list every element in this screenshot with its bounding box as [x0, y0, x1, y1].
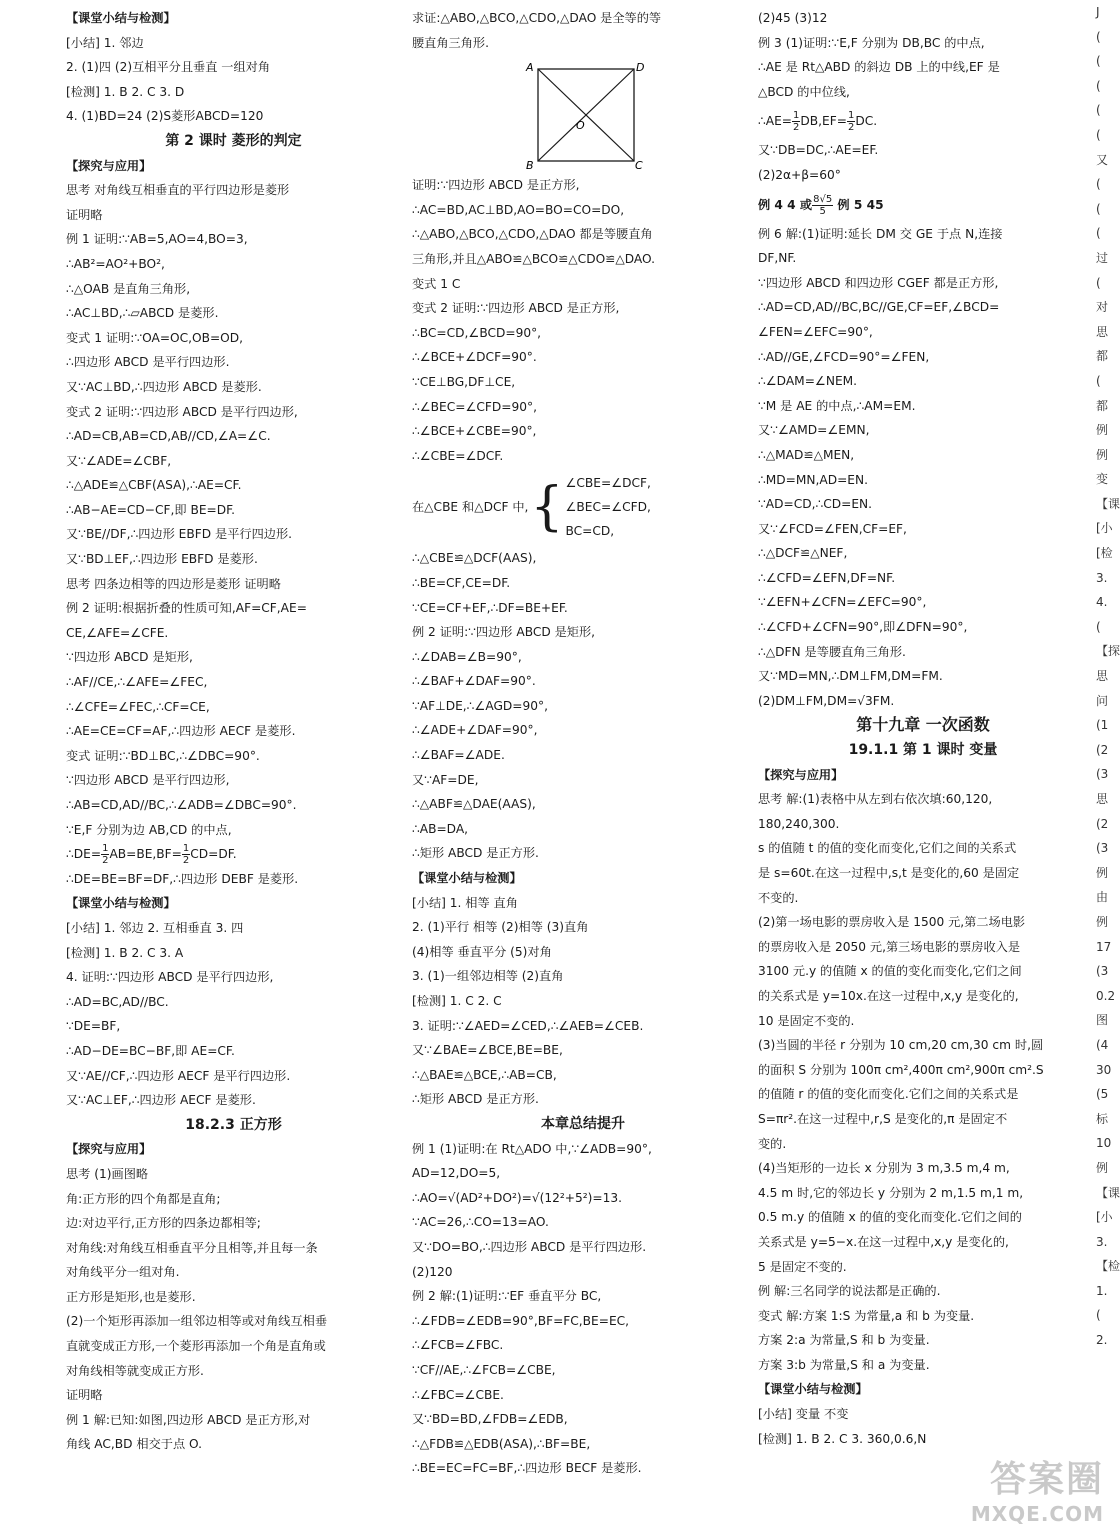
text-line: ∴∠BCE+∠CBE=90°, — [412, 424, 537, 439]
text-line: ∴∠DAB=∠B=90°, — [412, 649, 522, 664]
text-line: ∴AD//GE,∠FCD=90°=∠FEN, — [758, 349, 930, 364]
text-line: 第 2 课时 菱形的判定 — [165, 132, 302, 149]
text-line: (4)当矩形的一边长 x 分别为 3 m,3.5 m,4 m, — [758, 1161, 1010, 1176]
text-line: 0.5 m.y 的值随 x 的值的变化而变化.它们之间的 — [758, 1210, 1022, 1225]
text-line: ∴AD=CD,AD//BC,BC//GE,CF=EF,∠BCD= — [758, 300, 1000, 315]
text-line: [检测] 1. B 2. C 3. A — [66, 945, 184, 960]
col2-block-b — [412, 173, 754, 468]
strip-char: 标 — [1096, 1111, 1109, 1126]
strip-char: 3. — [1096, 570, 1108, 585]
strip-char: 都 — [1096, 398, 1109, 413]
text-line: ∴∠ADE+∠DAF=90°, — [412, 723, 538, 738]
strip-char: ( — [1096, 619, 1101, 634]
strip-char: ( — [1096, 29, 1101, 44]
text-line: 的值随 r 的值的变化而变化.它们之间的关系式是 — [758, 1087, 1019, 1102]
chapter-title: 第十九章 一次函数 — [856, 715, 990, 735]
text-line: 又∵MD=MN,∴DM⊥FM,DM=FM. — [758, 669, 943, 684]
text-line: 4. 证明:∵四边形 ABCD 是平行四边形, — [66, 970, 274, 985]
text-line: 直就变成正方形,一个菱形再添加一个角是直角或 — [66, 1339, 326, 1354]
col1-block-b — [66, 867, 401, 1457]
text-line: 方案 2:a 为常量,S 和 b 为变量. — [758, 1333, 930, 1348]
text-line: ∴△ABO,△BCO,△CDO,△DAO 都是等腰直角 — [412, 227, 653, 242]
col3-block-c — [758, 222, 1088, 714]
strip-char: [小 — [1096, 1210, 1113, 1225]
strip-char: 4. — [1096, 595, 1108, 610]
text-line: ∴四边形 ABCD 是平行四边形. — [66, 355, 230, 370]
text-line: (2)第一场电影的票房收入是 1500 元,第二场电影 — [758, 915, 1026, 930]
strip-char: ( — [1096, 78, 1101, 93]
text-line: 例 2 解:(1)证明:∵EF 垂直平分 BC, — [412, 1289, 602, 1304]
text-line: s 的值随 t 的值的变化而变化,它们之间的关系式 — [758, 841, 1017, 856]
cropped-next-column — [1096, 0, 1120, 1536]
text-line: 又∵BD⊥EF,∴四边形 EBFD 是菱形. — [66, 552, 258, 567]
strip-char: 30 — [1096, 1062, 1112, 1077]
strip-char: ( — [1096, 103, 1101, 118]
text-line: 角:正方形的四个角都是直角; — [66, 1191, 221, 1206]
text-line: 腰直角三角形. — [412, 35, 489, 50]
strip-char: [检 — [1096, 546, 1113, 561]
strip-char: 例 — [1096, 1160, 1109, 1175]
strip-char: 例 — [1096, 423, 1109, 438]
col1-block-a — [66, 6, 401, 842]
text-line: 又∵∠FCD=∠FEN,CF=EF, — [758, 521, 907, 536]
text-line: 2. (1)四 (2)互相平分且垂直 一组对角 — [66, 60, 271, 75]
text-line: 5 是固定不变的. — [758, 1259, 847, 1274]
fraction-one-half-2: $\frac{1}{2}$ — [182, 843, 190, 867]
text-line: [小结] 1. 邻边 2. 互相垂直 3. 四 — [66, 920, 244, 935]
text-line: ∵四边形 ABCD 是矩形, — [66, 650, 193, 665]
text-line: ∴∠FBC=∠CBE. — [412, 1387, 504, 1402]
strip-char: 问 — [1096, 693, 1109, 708]
strip-char: 图 — [1096, 1013, 1109, 1028]
text-line: 的面积 S 分别为 100π cm²,400π cm²,900π cm².S — [758, 1062, 1044, 1077]
text-line: ∴∠BAF+∠DAF=90°. — [412, 674, 536, 689]
text-line: 不变的. — [758, 890, 799, 905]
text-line: 关系式是 y=5−x.在这一过程中,x,y 是变化的, — [758, 1234, 1009, 1249]
text-line: [检测] 1. C 2. C — [412, 994, 502, 1008]
text-line: ∴△BAE≌△BCE,∴AB=CB, — [412, 1067, 557, 1082]
strip-char: ( — [1096, 226, 1101, 241]
strip-char: [小 — [1096, 521, 1113, 536]
text-line: ∴△MAD≌△MEN, — [758, 447, 855, 462]
left-brace: { — [530, 477, 564, 538]
text-line: ∵M 是 AE 的中点,∴AM=EM. — [758, 398, 916, 413]
text-line: ∴△DFN 是等腰直角三角形. — [758, 644, 906, 659]
text-line: 是 s=60t.在这一过程中,s,t 是变化的,60 是固定 — [758, 866, 1020, 880]
section-title: 19.1.1 第 1 课时 变量 — [848, 742, 998, 759]
strip-char: ( — [1096, 275, 1101, 290]
strip-char: (5 — [1096, 1087, 1109, 1102]
text-line: 【课堂小结与检测】 — [412, 871, 522, 886]
strip-char: 例 — [1096, 865, 1109, 880]
text-line: (2)DM⊥FM,DM=√3FM. — [758, 693, 895, 708]
text-line: ∴矩形 ABCD 是正方形. — [412, 846, 539, 861]
col3-block-a — [758, 6, 1088, 104]
text-line: ∵AD=CD,∴CD=EN. — [758, 497, 873, 512]
text-line: 【课堂小结与检测】 — [66, 896, 176, 911]
text-line: 证明:∵四边形 ABCD 是正方形, — [412, 178, 580, 193]
text-line: ∵E,F 分别为边 AB,CD 的中点, — [66, 822, 232, 837]
strip-char: ( — [1096, 177, 1101, 192]
text-line: DF,NF. — [758, 251, 797, 266]
strip-char: (4 — [1096, 1037, 1109, 1052]
text-line: ∴AB=DA, — [412, 821, 469, 836]
strip-char: 思 — [1096, 792, 1109, 806]
strip-char: 例 — [1096, 447, 1109, 462]
text-line: 又∵∠ADE=∠CBF, — [66, 453, 172, 468]
text-line: 思考 解:(1)表格中从左到右依次填:60,120, — [758, 792, 993, 807]
text-line: ∴△FDB≌△EDB(ASA),∴BF=BE, — [412, 1436, 591, 1451]
text-line: 对角线相等就变成正方形. — [66, 1363, 204, 1378]
strip-char: ( — [1096, 54, 1101, 69]
text-line: ∴AB²=AO²+BO², — [66, 256, 165, 271]
text-line: 边:对边平行,正方形的四条边都相等; — [66, 1216, 261, 1231]
label-d: D — [636, 61, 645, 75]
strip-char: 思 — [1096, 669, 1109, 684]
text-line: (2)120 — [412, 1264, 453, 1279]
text-line: ∴AB−AE=CD−CF,即 BE=DF. — [66, 502, 236, 517]
text-line: ∵AF⊥DE,∴∠AGD=90°, — [412, 698, 548, 713]
text-line: ∵AC=26,∴CO=13=AO. — [412, 1215, 549, 1230]
text-line: 又∵BD=BD,∠FDB=∠EDB, — [412, 1412, 568, 1427]
text-line: 正方形是矩形,也是菱形. — [66, 1289, 196, 1304]
text-line: ∴△ABF≌△DAE(AAS), — [412, 797, 536, 812]
col2-block-c — [412, 546, 754, 1481]
strip-char: 都 — [1096, 349, 1109, 364]
text-line: (2)一个矩形再添加一组邻边相等或对角线互相垂 — [66, 1314, 328, 1329]
col3-block-d — [758, 763, 1088, 1452]
strip-char: 思 — [1096, 324, 1109, 339]
watermark-url: MXQE.COM — [970, 1502, 1104, 1526]
text-line: [小结] 1. 邻边 — [66, 35, 144, 50]
text-line: ∴矩形 ABCD 是正方形. — [412, 1092, 539, 1107]
text-line: ∴∠BAF=∠ADE. — [412, 748, 505, 763]
text-line: 变式 解:方案 1:S 为常量,a 和 b 为变量. — [758, 1308, 975, 1323]
text-line: ∴AB=CD,AD//BC,∴∠ADB=∠DBC=90°. — [66, 798, 297, 812]
strip-char: 1. — [1096, 1283, 1108, 1298]
text-line: 对角线平分一组对角. — [66, 1265, 180, 1280]
column-1 — [66, 6, 401, 1457]
example-4-line: 例 4 4 或 $\frac{8√5}{5}$ 例 5 45 — [758, 193, 884, 217]
text-line: ∴∠BCE+∠DCF=90°. — [412, 350, 537, 365]
text-line: 的关系式是 y=10x.在这一过程中,x,y 是变化的, — [758, 988, 1019, 1003]
strip-char: 例 — [1096, 914, 1109, 929]
text-line: 证明略 — [66, 1388, 103, 1403]
strip-char: (3 — [1096, 767, 1109, 782]
text-line: ∵DE=BF, — [66, 1019, 121, 1034]
text-line: ∵四边形 ABCD 是平行四边形, — [66, 773, 230, 788]
strip-char: ( — [1096, 201, 1101, 216]
strip-char: (3 — [1096, 841, 1109, 856]
text-line: 【课堂小结与检测】 — [758, 1382, 868, 1397]
fraction-half-b: $\frac{1}{2}$ — [847, 110, 855, 134]
label-o: O — [576, 119, 585, 133]
text-line: 又∵∠BAE=∠BCE,BE=BE, — [412, 1043, 563, 1058]
square-figure — [522, 59, 645, 173]
text-line: ∴∠DAM=∠NEM. — [758, 374, 858, 389]
strip-char: ( — [1096, 1308, 1101, 1323]
text-line: 思考 (1)画图略 — [66, 1166, 149, 1181]
text-line: (2)2α+β=60° — [758, 167, 841, 182]
strip-char: 【课 — [1096, 1185, 1120, 1200]
text-line: ∴AC⊥BD,∴▱ABCD 是菱形. — [66, 306, 219, 321]
text-line: 10 是固定不变的. — [758, 1013, 855, 1028]
text-line: (4)相等 垂直平分 (5)对角 — [412, 944, 552, 959]
text-line: 又∵DO=BO,∴四边形 ABCD 是平行四边形. — [412, 1239, 647, 1254]
text-line: 【探究与应用】 — [758, 767, 844, 782]
text-line: 4. (1)BD=24 (2)S菱形ABCD=120 — [66, 109, 264, 124]
text-line: ∴AD−DE=BC−BF,即 AE=CF. — [66, 1043, 235, 1058]
equation-system: 在△CBE 和△DCF 中, { ∠CBE=∠DCF, ∠BEC=∠CFD, BC=CD, — [412, 468, 754, 546]
text-line: ∴△ADE≌△CBF(ASA),∴AE=CF. — [66, 478, 242, 493]
text-line: 本章总结提升 — [541, 1115, 625, 1132]
text-line: 角线 AC,BD 相交于点 O. — [66, 1437, 202, 1452]
text-line: ∴∠FCB=∠FBC. — [412, 1338, 504, 1353]
text-line: ∴AD=BC,AD//BC. — [66, 994, 169, 1009]
text-line: ∴AC=BD,AC⊥BD,AO=BO=CO=DO, — [412, 202, 625, 217]
watermark — [971, 1451, 1104, 1526]
text-line: ∵CE⊥BG,DF⊥CE, — [412, 374, 516, 389]
text-line: 又∵AF=DE, — [412, 772, 479, 787]
text-line: 例 3 (1)证明:∵E,F 分别为 DB,BC 的中点, — [758, 35, 985, 50]
text-line: ∵∠EFN+∠CFN=∠EFC=90°, — [758, 595, 927, 610]
text-line: 又∵∠AMD=∠EMN, — [758, 423, 870, 438]
text-line: 又∵DB=DC,∴AE=EF. — [758, 143, 879, 158]
text-line: 例 6 解:(1)证明:延长 DM 交 GE 于点 N,连接 — [758, 226, 1003, 241]
text-line: [小结] 变量 不变 — [758, 1407, 849, 1422]
text-line: 变式 2 证明:∵四边形 ABCD 是平行四边形, — [66, 404, 298, 419]
text-line: 3. (1)一组邻边相等 (2)直角 — [412, 969, 564, 984]
text-line: 【探究与应用】 — [66, 158, 152, 173]
strip-char: 2. — [1096, 1333, 1108, 1348]
text-line: (2)45 (3)12 — [758, 11, 828, 25]
text-line: AD=12,DO=5, — [412, 1166, 501, 1181]
text-line: 例 1 证明:∵AB=5,AO=4,BO=3, — [66, 232, 248, 247]
strip-char: 又 — [1096, 152, 1109, 167]
text-line: 例 1 (1)证明:在 Rt△ADO 中,∵∠ADB=90°, — [412, 1141, 652, 1156]
strip-char: 由 — [1096, 890, 1109, 905]
column-3 — [758, 6, 1088, 1451]
text-line: 对角线:对角线互相垂直平分且相等,并且每一条 — [66, 1240, 318, 1255]
fraction-8root5-over-5: $\frac{8√5}{5}$ — [813, 193, 833, 217]
column-2 — [412, 6, 754, 1481]
text-line: ∵四边形 ABCD 和四边形 CGEF 都是正方形, — [758, 275, 999, 290]
text-line: ∴AD=CB,AB=CD,AB//CD,∠A=∠C. — [66, 429, 271, 444]
strip-char: 【检 — [1096, 1259, 1120, 1274]
text-line: (3)当圆的半径 r 分别为 10 cm,20 cm,30 cm 时,圆 — [758, 1038, 1044, 1053]
text-line: ∴△DCF≌△NEF, — [758, 546, 848, 561]
text-line: ∴AF//CE,∴∠AFE=∠FEC, — [66, 675, 208, 690]
text-line: 又∵AC⊥BD,∴四边形 ABCD 是菱形. — [66, 379, 262, 394]
text-line: [检测] 1. B 2. C 3. 360,0.6,N — [758, 1431, 927, 1446]
text-line: ∴∠CFD=∠EFN,DF=NF. — [758, 570, 896, 585]
strip-char: 过 — [1096, 250, 1109, 265]
text-line: ∴△OAB 是直角三角形, — [66, 281, 191, 296]
strip-char: 17 — [1096, 939, 1112, 954]
strip-char: 3. — [1096, 1234, 1108, 1249]
text-line: 证明略 — [66, 207, 103, 222]
text-line: 又∵AE//CF,∴四边形 AECF 是平行四边形. — [66, 1068, 291, 1083]
text-line: △BCD 的中位线, — [758, 84, 850, 99]
square-diagram — [412, 55, 754, 173]
strip-char: 【课 — [1096, 496, 1120, 511]
text-line: [小结] 1. 相等 直角 — [412, 895, 518, 910]
midpoint-fraction-line: ∴DE= $\frac{1}{2}$ AB=BE,BF= $\frac{1}{2}$ CD=DF. — [66, 843, 237, 867]
text-line: 三角形,并且△ABO≌△BCO≌△CDO≌△DAO. — [412, 251, 656, 266]
text-line: 【探究与应用】 — [66, 1142, 152, 1157]
fraction-one-half: $\frac{1}{2}$ — [102, 843, 109, 867]
text-line: ∴∠CFE=∠FEC,∴CF=CE, — [66, 699, 210, 714]
text-line: ∵CF//AE,∴∠FCB=∠CBE, — [412, 1362, 556, 1377]
text-line: ∴AO=√(AD²+DO²)=√(12²+5²)=13. — [412, 1190, 622, 1205]
text-line: 思考 对角线互相垂直的平行四边形是菱形 — [66, 183, 290, 198]
text-line: ∴∠FDB=∠EDB=90°,BF=FC,BE=EC, — [412, 1313, 630, 1328]
label-c: C — [635, 159, 643, 173]
text-line: 求证:△ABO,△BCO,△CDO,△DAO 是全等的等 — [412, 11, 662, 25]
system-lines: ∠CBE=∠DCF, ∠BEC=∠CFD, BC=CD, — [565, 476, 651, 539]
strip-char: 对 — [1096, 300, 1109, 315]
text-line: S=πr².在这一过程中,r,S 是变化的,π 是固定不 — [758, 1111, 1008, 1126]
text-line: 180,240,300. — [758, 816, 840, 831]
text-line: 例 解:三名同学的说法都是正确的. — [758, 1284, 941, 1299]
text-line: ∴BE=CF,CE=DF. — [412, 575, 511, 590]
ae-ef-fraction-line: ∴AE= $\frac{1}{2}$ DB,EF= $\frac{1}{2}$ DC. — [758, 110, 878, 134]
text-line: 4.5 m 时,它的邻边长 y 分别为 2 m,1.5 m,1 m, — [758, 1185, 1024, 1200]
label-b: B — [526, 159, 534, 173]
text-line: 例 2 证明:∵四边形 ABCD 是矩形, — [412, 625, 596, 640]
text-line: 3100 元.y 的值随 x 的值的变化而变化,它们之间 — [758, 964, 1022, 979]
col3-block-b — [758, 138, 1088, 187]
text-line: 变式 证明:∵BD⊥BC,∴∠DBC=90°. — [66, 748, 260, 763]
text-line: ∴AE 是 Rt△ABD 的斜边 DB 上的中线,EF 是 — [758, 60, 1000, 75]
watermark-logo: 答案圈 — [989, 1459, 1104, 1500]
text-line: ∠FEN=∠EFC=90°, — [758, 324, 873, 339]
strip-char: ( — [1096, 127, 1101, 142]
text-line: ∴∠CBE=∠DCF. — [412, 448, 504, 463]
strip-char: J — [1096, 5, 1100, 19]
text-line: ∴∠CFD+∠CFN=90°,即∠DFN=90°, — [758, 620, 968, 635]
text-line: ∴AE=CE=CF=AF,∴四边形 AECF 是菱形. — [66, 724, 296, 739]
fraction-half-a: $\frac{1}{2}$ — [793, 110, 800, 134]
strip-char: (1 — [1096, 718, 1109, 733]
text-line: CE,∠AFE=∠CFE. — [66, 625, 169, 640]
text-line: 例 2 证明:根据折叠的性质可知,AF=CF,AE= — [66, 601, 307, 616]
text-line: 2. (1)平行 相等 (2)相等 (3)直角 — [412, 920, 589, 935]
text-line: 18.2.3 正方形 — [185, 1116, 282, 1133]
text-line: 又∵AC⊥EF,∴四边形 AECF 是菱形. — [66, 1093, 256, 1108]
strip-char: 【探 — [1096, 644, 1120, 659]
strip-char: 0.2 — [1096, 988, 1116, 1003]
text-line: 思考 四条边相等的四边形是菱形 证明略 — [66, 576, 281, 591]
text-line: ∴∠BEC=∠CFD=90°, — [412, 399, 537, 414]
col2-block-a — [412, 6, 754, 55]
strip-char: 10 — [1096, 1136, 1112, 1151]
text-line: 变式 2 证明:∵四边形 ABCD 是正方形, — [412, 301, 620, 316]
text-line: 3. 证明:∵∠AED=∠CED,∴∠AEB=∠CEB. — [412, 1018, 644, 1033]
text-line: ∴BE=EC=FC=BF,∴四边形 BECF 是菱形. — [412, 1461, 642, 1476]
text-line: ∴MD=MN,AD=EN. — [758, 472, 868, 487]
text-line: ∴DE=BE=BF=DF,∴四边形 DEBF 是菱形. — [66, 871, 299, 886]
text-line: 变式 1 C — [412, 276, 461, 291]
strip-char: (2 — [1096, 816, 1109, 831]
text-line: 【课堂小结与检测】 — [66, 11, 176, 25]
text-line: 又∵BE//DF,∴四边形 EBFD 是平行四边形. — [66, 527, 293, 542]
strip-char: ( — [1096, 373, 1101, 388]
text-line: ∴BC=CD,∠BCD=90°, — [412, 325, 542, 340]
text-line: 例 1 解:已知:如图,四边形 ABCD 是正方形,对 — [66, 1412, 311, 1427]
text-line: 变的. — [758, 1136, 787, 1151]
text-line: ∴△CBE≌△DCF(AAS), — [412, 551, 537, 566]
strip-char: 变 — [1096, 472, 1109, 487]
strip-char: (2 — [1096, 742, 1109, 757]
label-a: A — [526, 61, 534, 75]
text-line: 变式 1 证明:∵OA=OC,OB=OD, — [66, 330, 244, 345]
text-line: [检测] 1. B 2. C 3. D — [66, 84, 185, 99]
text-line: 方案 3:b 为常量,S 和 a 为变量. — [758, 1357, 930, 1372]
text-line: ∵CE=CF+EF,∴DF=BE+EF. — [412, 600, 568, 615]
text-line: 的票房收入是 2050 元,第三场电影的票房收入是 — [758, 939, 1021, 954]
strip-char: (3 — [1096, 964, 1109, 979]
